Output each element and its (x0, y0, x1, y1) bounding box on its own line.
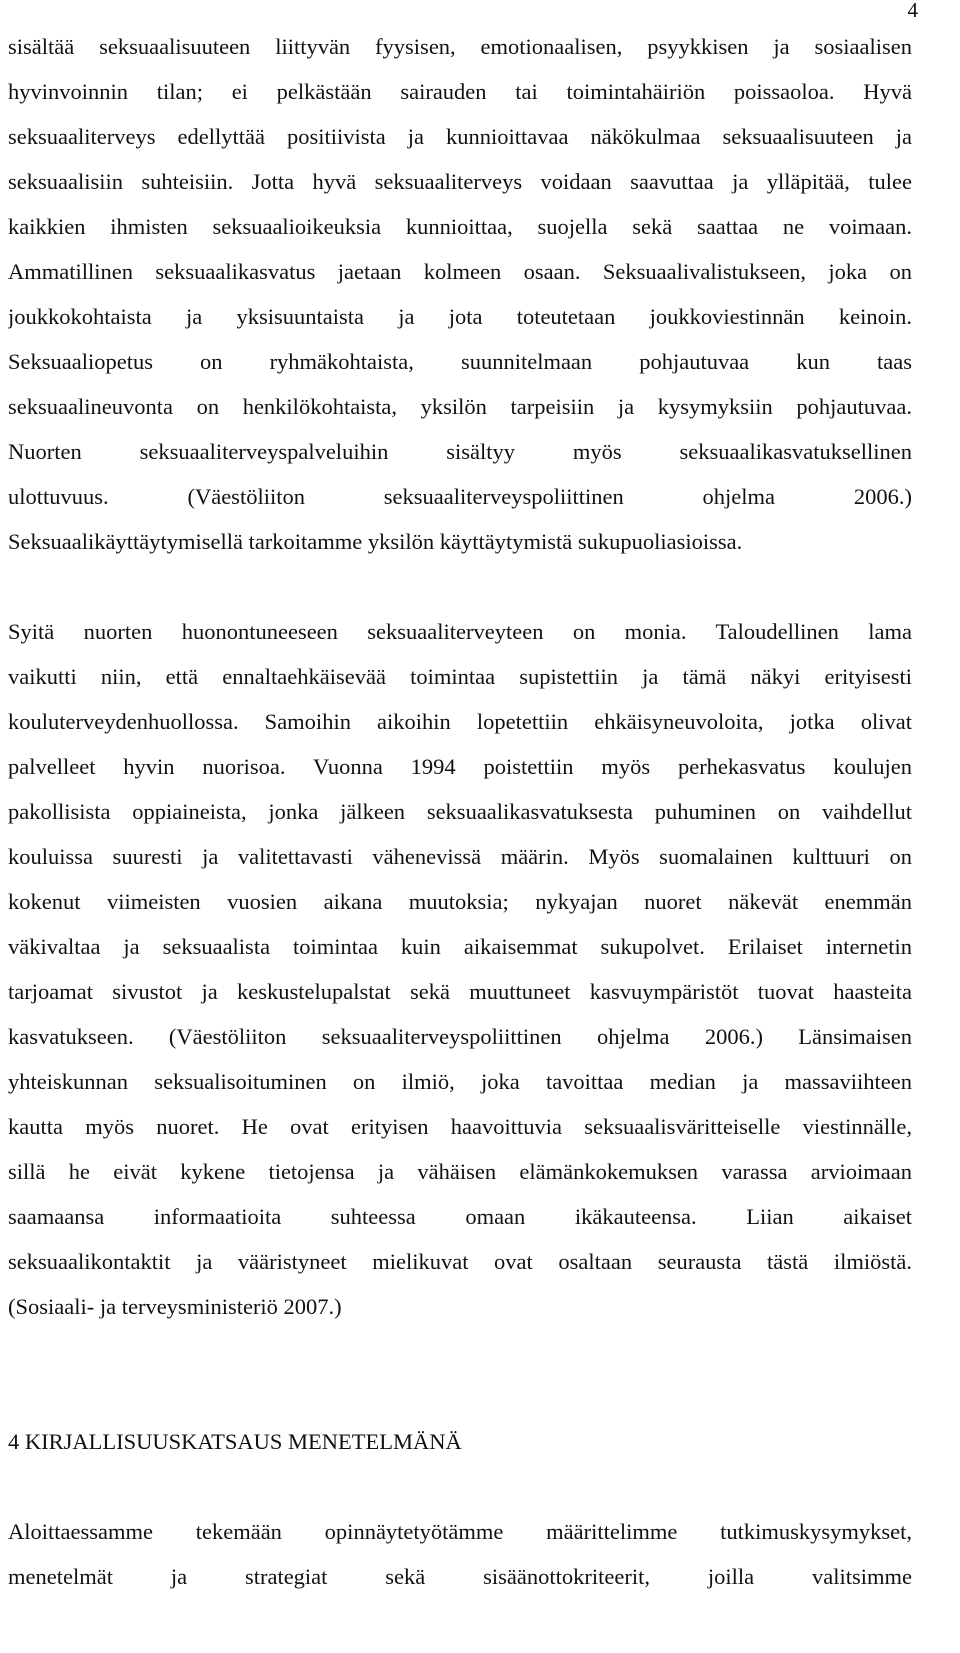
text-line: palvelleet hyvin nuorisoa. Vuonna 1994 poistettiin myös perhekasvatus koulujen (8, 754, 912, 779)
text-line: seksuaaliterveys edellyttää positiivista ja kunnioittavaa näkökulmaa seksuaalisuuteen ja (8, 124, 912, 149)
text-line: väkivaltaa ja seksuaalista toimintaa kuin aikaisemmat sukupolvet. Erilaiset internetin (8, 934, 912, 959)
text-line: seksuaalineuvonta on henkilökohtaista, yksilön tarpeisiin ja kysymyksiin pohjautuvaa. (8, 394, 912, 419)
text-line: Aloittaessamme tekemään opinnäytetyötämme määrittelimme tutkimuskysymykset, (8, 1519, 912, 1544)
paragraph-sexual-health-definition (8, 24, 912, 564)
text-line: kouluterveydenhuollossa. Samoihin aikoihin lopetettiin ehkäisyneuvoloita, jotka olivat (8, 709, 912, 734)
text-line: vaikutti niin, että ennaltaehkäisevää toimintaa supistettiin ja tämä näkyi erityisesti (8, 664, 912, 689)
text-line: Syitä nuorten huonontuneeseen seksuaaliterveyteen on monia. Taloudellinen lama (8, 619, 912, 644)
text-line: menetelmät ja strategiat sekä sisäänottokriteerit, joilla valitsimme (8, 1564, 912, 1589)
text-line: kautta myös nuoret. He ovat erityisen haavoittuvia seksuaalisväritteiselle viestinnälle, (8, 1114, 912, 1139)
text-line: saamaansa informaatioita suhteessa omaan ikäkauteensa. Liian aikaiset (8, 1204, 912, 1229)
page-number: 4 (907, 0, 918, 22)
text-line: seksuaalisiin suhteisiin. Jotta hyvä seksuaaliterveys voidaan saavuttaa ja ylläpitää, tulee (8, 169, 912, 194)
heading-spacer (8, 1464, 912, 1509)
section-spacer (8, 1329, 912, 1419)
paragraph-spacer (8, 564, 912, 609)
text-line: yhteiskunnan seksualisoituminen on ilmiö, joka tavoittaa median ja massaviihteen (8, 1069, 912, 1094)
paragraph-youth-sexual-health-causes (8, 609, 912, 1329)
text-line: sisältää seksuaalisuuteen liittyvän fyysisen, emotionaalisen, psyykkisen ja sosiaalisen (8, 34, 912, 59)
text-line: Seksuaaliopetus on ryhmäkohtaista, suunnitelmaan pohjautuvaa kun taas (8, 349, 912, 374)
text-line: Seksuaalikäyttäytymisellä tarkoitamme yksilön käyttäytymistä sukupuoliasioissa. (8, 529, 743, 554)
paragraph-methods-intro (8, 1509, 912, 1599)
text-line: tarjoamat sivustot ja keskustelupalstat sekä muuttuneet kasvuympäristöt tuovat haasteita (8, 979, 912, 1004)
text-line: sillä he eivät kykene tietojensa ja vähäisen elämänkokemuksen varassa arvioimaan (8, 1159, 912, 1184)
text-line: seksuaalikontaktit ja vääristyneet mielikuvat ovat osaltaan seurausta tästä ilmiöstä. (8, 1249, 912, 1274)
text-line: pakollisista oppiaineista, jonka jälkeen seksuaalikasvatuksesta puhuminen on vaihdellut (8, 799, 912, 824)
text-line: kouluissa suuresti ja valitettavasti vähenevissä määrin. Myös suomalainen kulttuuri on (8, 844, 912, 869)
text-line: joukkokohtaista ja yksisuuntaista ja jota toteutetaan joukkoviestinnän keinoin. (8, 304, 912, 329)
section-heading: 4 KIRJALLISUUSKATSAUS MENETELMÄNÄ (8, 1429, 462, 1454)
text-line: Nuorten seksuaaliterveyspalveluihin sisältyy myös seksuaalikasvatuksellinen (8, 439, 912, 464)
text-line: (Sosiaali- ja terveysministeriö 2007.) (8, 1294, 342, 1319)
text-line: ulottuvuus. (Väestöliiton seksuaaliterveyspoliittinen ohjelma 2006.) (8, 484, 912, 509)
text-line: kokenut viimeisten vuosien aikana muutoksia; nykyajan nuoret näkevät enemmän (8, 889, 912, 914)
text-line: kaikkien ihmisten seksuaalioikeuksia kunnioittaa, suojella sekä saattaa ne voimaan. (8, 214, 912, 239)
text-line: hyvinvoinnin tilan; ei pelkästään sairauden tai toimintahäiriön poissaoloa. Hyvä (8, 79, 912, 104)
document-body (8, 24, 912, 1599)
text-line: Ammatillinen seksuaalikasvatus jaetaan kolmeen osaan. Seksuaalivalistukseen, joka on (8, 259, 912, 284)
text-line: kasvatukseen. (Väestöliiton seksuaaliterveyspoliittinen ohjelma 2006.) Länsimaisen (8, 1024, 912, 1049)
